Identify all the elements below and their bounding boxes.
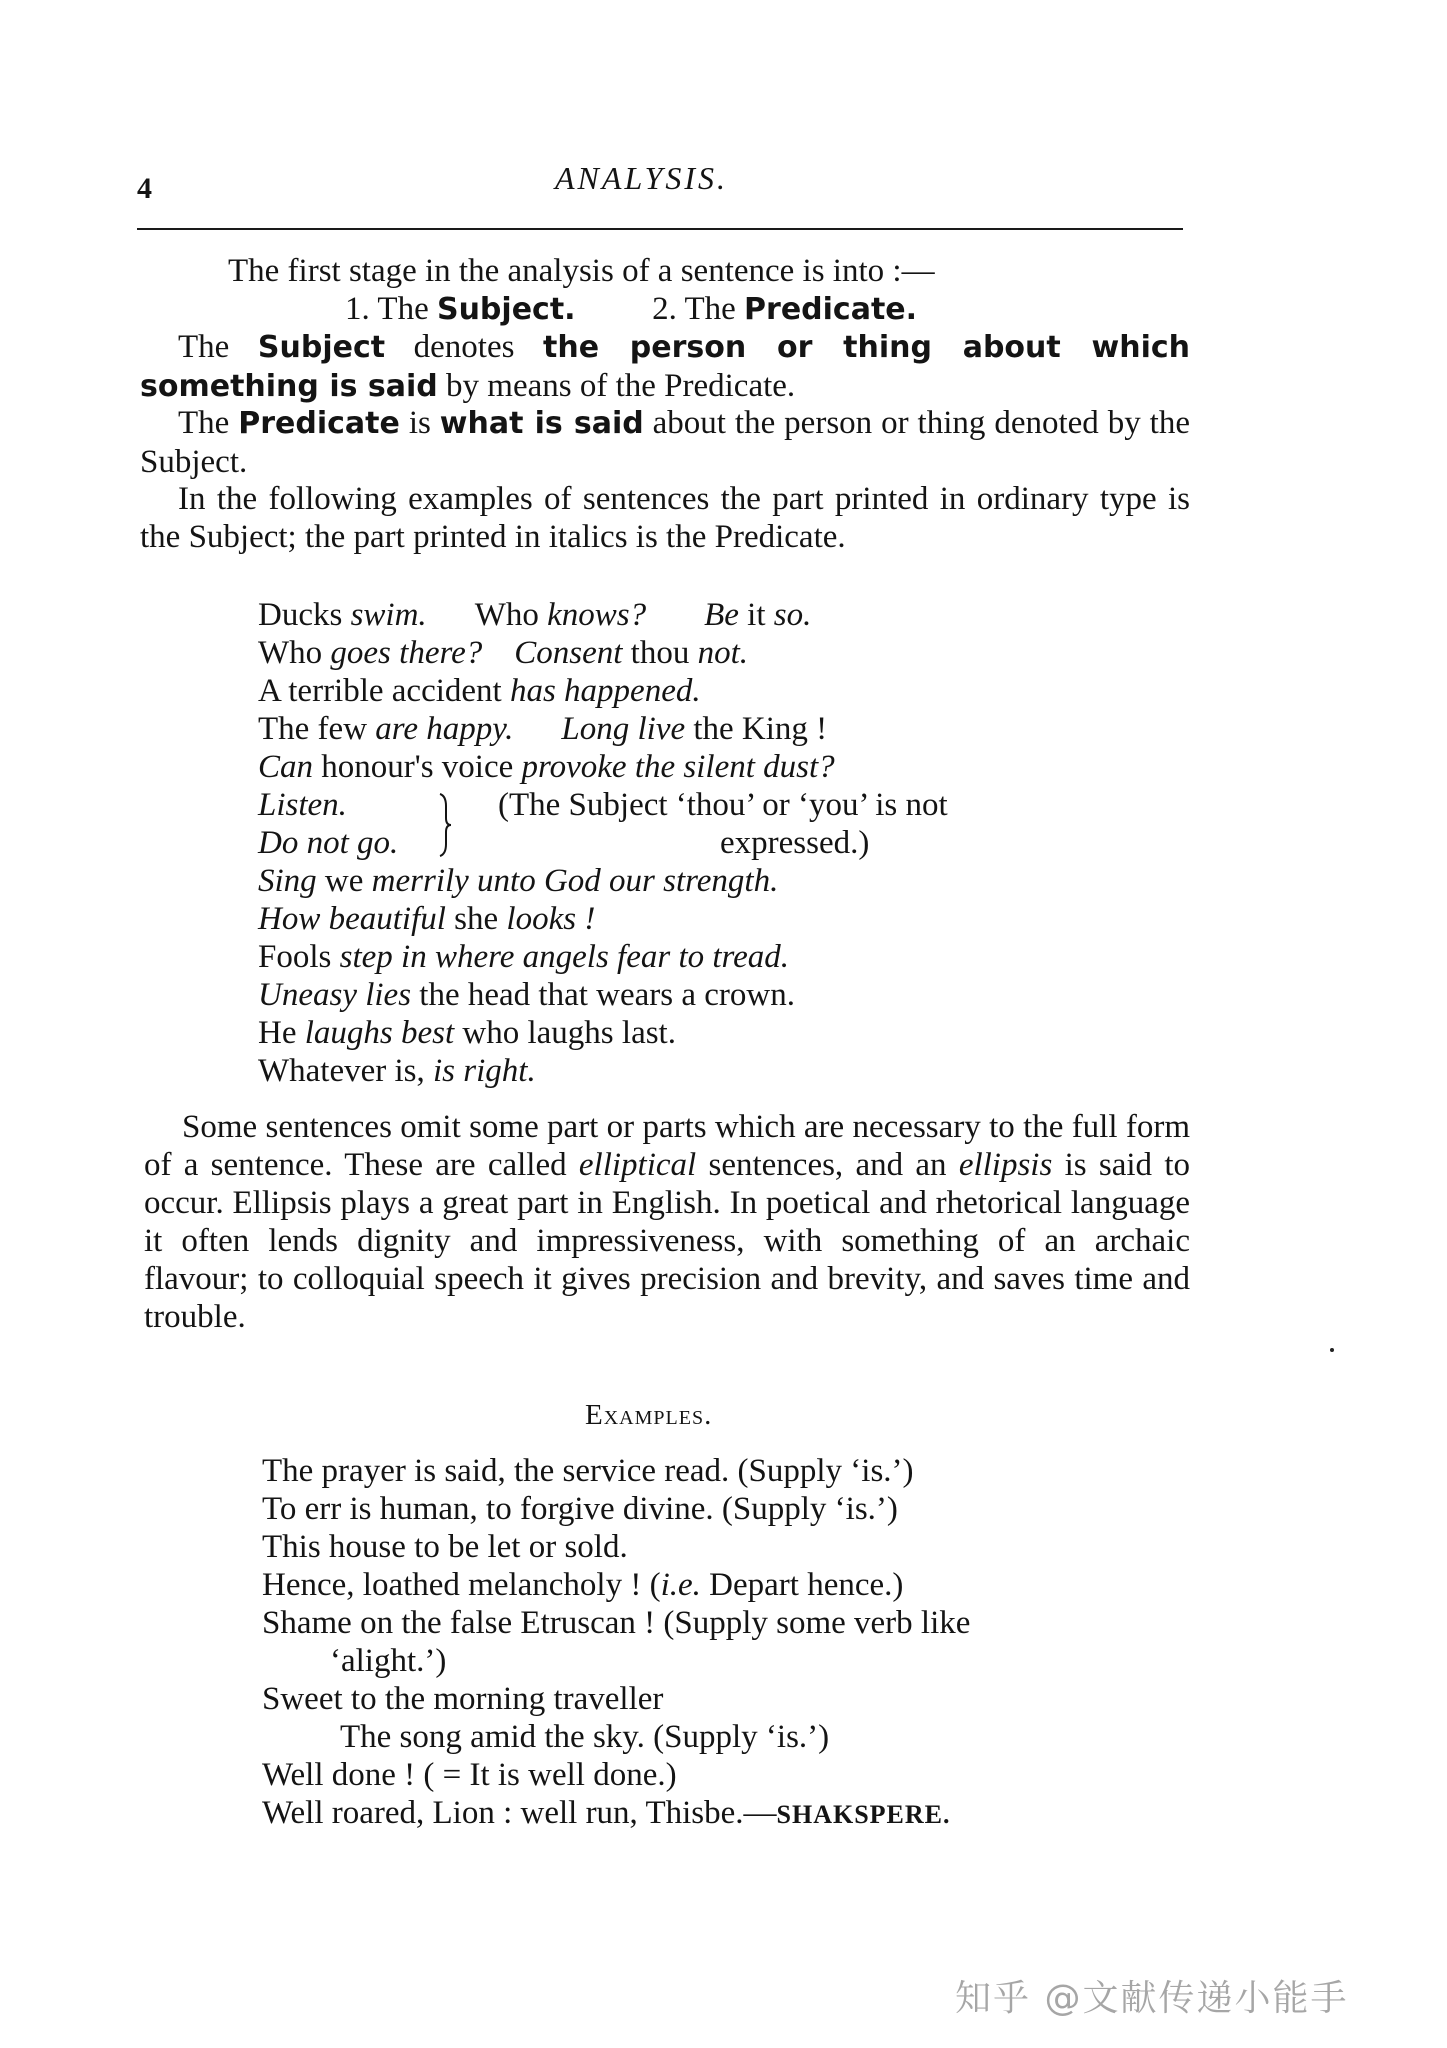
predicate-definition: The Predicate is what is said about the person or thing denoted by the Subject. [140, 405, 1190, 480]
header-rule [137, 228, 1183, 230]
stage-1-the: The [377, 291, 429, 327]
attribution: SHAKSPERE. [776, 1800, 951, 1829]
stage-2-the: The [684, 291, 736, 327]
example-line-13: Whatever is, is right. [258, 1053, 536, 1089]
stage-1-subject: Subject. [436, 292, 576, 327]
ellipsis-example-3: This house to be let or sold. [262, 1529, 628, 1565]
example-line-7: Do not go. [258, 825, 399, 861]
ellipsis-example-1: The prayer is said, the service read. (Supply ‘is.’) [262, 1453, 914, 1489]
example-line-4: The few are happy. Long live the King ! [258, 711, 828, 747]
examples-intro: In the following examples of sentences the part printed in ordinary type is the Subject; the part printed in italics is the Predicate. [140, 481, 1190, 555]
ellipsis-example-5: Shame on the false Etruscan ! (Supply some verb like [262, 1605, 971, 1641]
ellipsis-example-4: Hence, loathed melancholy ! (i.e. Depart hence.) [262, 1567, 904, 1603]
ellipsis-example-8: Well roared, Lion : well run, Thisbe.—SHAKSPERE. [262, 1795, 951, 1831]
page-number: 4 [137, 172, 152, 205]
example-line-6: Listen. [258, 787, 347, 823]
stage-2-predicate: Predicate. [744, 292, 918, 327]
example-line-2: Who goes there? Consent thou not. [258, 635, 748, 671]
example-line-6-note: (The Subject ‘thou’ or ‘you’ is not [498, 787, 948, 823]
examples-heading: Examples. [585, 1399, 713, 1431]
watermark: 知乎 @文献传递小能手 [955, 1978, 1349, 2019]
stage-list [345, 290, 917, 329]
ellipsis-example-6-cont: The song amid the sky. (Supply ‘is.’) [340, 1719, 830, 1755]
example-line-5: Can honour's voice provoke the silent dust? [258, 749, 835, 785]
example-line-7-note: expressed.) [720, 825, 870, 861]
example-line-9: How beautiful she looks ! [258, 901, 596, 937]
ellipsis-example-7: Well done ! ( = It is well done.) [262, 1757, 677, 1793]
ellipsis-example-2: To err is human, to forgive divine. (Supply ‘is.’) [262, 1491, 898, 1527]
stage-1-number: 1. [345, 291, 370, 327]
ellipsis-paragraph: Some sentences omit some part or parts which are necessary to the full form of a sentence. These are called elliptical sentences, and an ellipsis is said to occur. Ellipsis plays a great part in English. In poetical and rhetorical language it often lends dignity and impressiveness, with something of an archaic flavour; to colloquial speech it gives precision and brevity, and saves time and trouble. [144, 1109, 1190, 1335]
ellipsis-example-6: Sweet to the morning traveller [262, 1681, 664, 1717]
example-line-11: Uneasy lies the head that wears a crown. [258, 977, 795, 1013]
example-line-3: A terrible accident has happened. [258, 673, 701, 709]
example-line-8: Sing we merrily unto God our strength. [258, 863, 779, 899]
intro-line: The first stage in the analysis of a sentence is into :— [228, 253, 935, 289]
ellipsis-example-5-cont: ‘alight.’) [330, 1643, 447, 1679]
scan-speck [1330, 1348, 1334, 1352]
example-line-1: Ducks swim. Who knows? Be it so. [258, 597, 812, 633]
running-head: ANALYSIS. [555, 160, 729, 196]
example-line-12: He laughs best who laughs last. [258, 1015, 676, 1051]
subject-definition: The Subject denotes the person or thing about which something is said by means of the Predicate. [140, 329, 1190, 404]
example-line-10: Fools step in where angels fear to tread. [258, 939, 790, 975]
curly-brace [438, 792, 452, 858]
stage-2-number: 2. [652, 291, 677, 327]
